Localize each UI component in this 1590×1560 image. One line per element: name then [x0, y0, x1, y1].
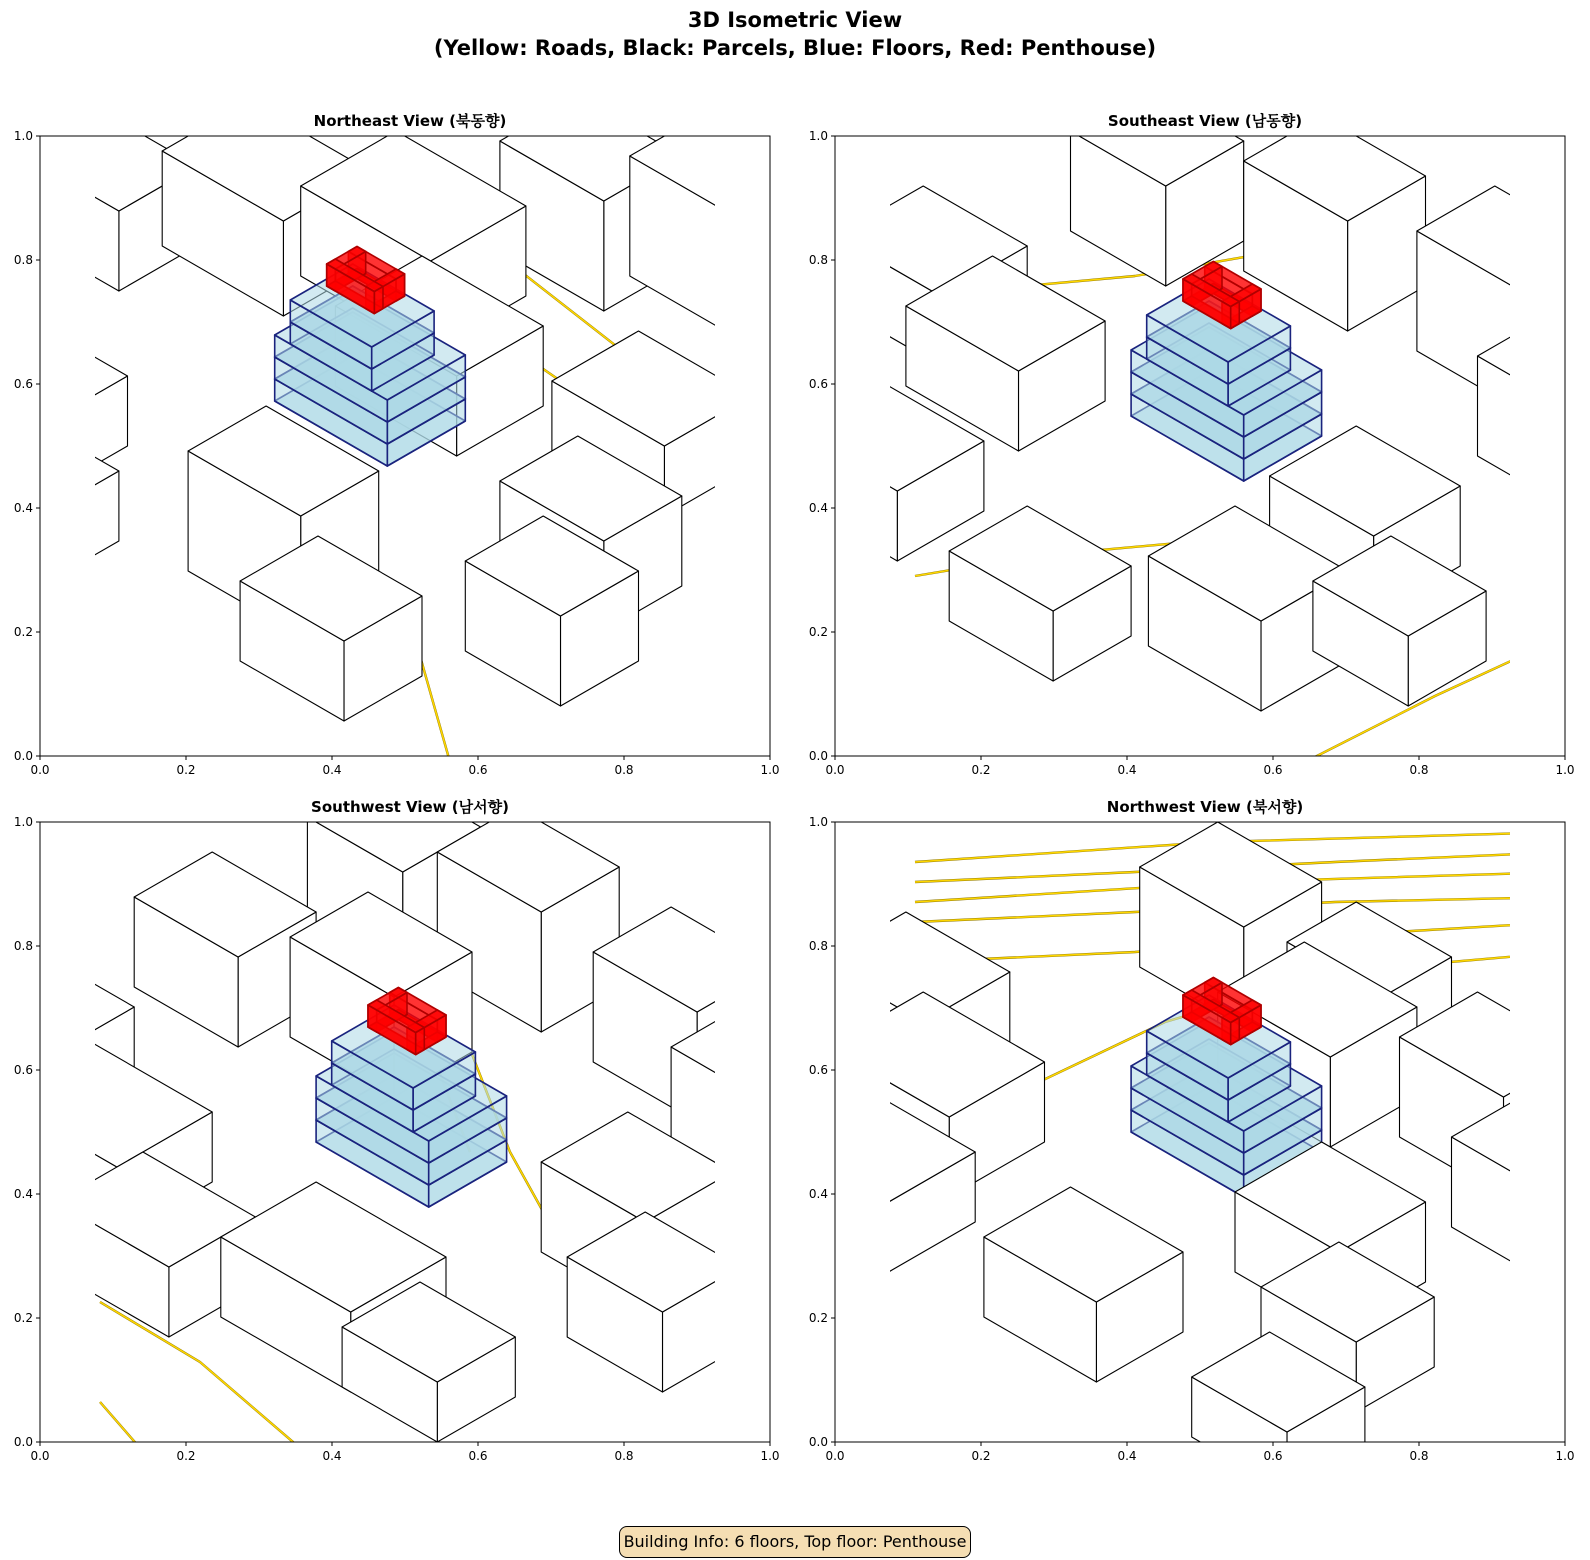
x-tick-label: 0.6: [468, 763, 488, 777]
y-tick-label: 0.0: [808, 1435, 828, 1449]
x-tick-label: 1.0: [1555, 1449, 1575, 1463]
x-tick-label: 0.6: [1263, 1449, 1283, 1463]
x-tick-label: 0.4: [322, 1449, 342, 1463]
x-tick-label: 0.8: [614, 763, 634, 777]
x-tick-label: 0.6: [1263, 763, 1283, 777]
y-tick-label: 0.4: [808, 1187, 828, 1201]
x-tick-label: 1.0: [1555, 763, 1575, 777]
x-tick-label: 0.0: [30, 1449, 50, 1463]
axes-southwest: [0, 816, 795, 1476]
y-tick-label: 1.0: [808, 130, 828, 143]
y-tick-label: 0.2: [13, 625, 33, 639]
x-tick-label: 0.0: [30, 763, 50, 777]
axes-southeast: [795, 130, 1590, 790]
y-tick-label: 0.6: [808, 377, 828, 391]
y-tick-label: 0.4: [13, 1187, 33, 1201]
y-tick-label: 0.8: [808, 253, 828, 267]
y-tick-label: 0.4: [13, 501, 33, 515]
y-tick-label: 0.6: [13, 1063, 33, 1077]
x-tick-label: 0.4: [1117, 763, 1137, 777]
figure-title-line1: 3D Isometric View: [687, 8, 903, 32]
y-tick-label: 0.8: [808, 939, 828, 953]
y-tick-label: 0.8: [13, 253, 33, 267]
y-tick-label: 0.2: [808, 1311, 828, 1325]
x-tick-label: 0.2: [176, 763, 196, 777]
figure-title: [0, 6, 1590, 62]
x-tick-label: 0.2: [971, 1449, 991, 1463]
y-tick-label: 0.4: [808, 501, 828, 515]
x-tick-label: 0.2: [971, 763, 991, 777]
x-tick-label: 0.4: [322, 763, 342, 777]
x-tick-label: 1.0: [760, 763, 780, 777]
building-info-box: Building Info: 6 floors, Top floor: Penthouse: [619, 1526, 971, 1558]
axes-northeast: [0, 130, 795, 790]
figure-title-line2: (Yellow: Roads, Black: Parcels, Blue: Floors, Red: Penthouse): [433, 36, 1157, 60]
x-tick-label: 0.6: [468, 1449, 488, 1463]
x-tick-label: 0.4: [1117, 1449, 1137, 1463]
y-tick-label: 1.0: [808, 816, 828, 829]
x-tick-label: 0.2: [176, 1449, 196, 1463]
y-tick-label: 0.0: [808, 749, 828, 763]
y-tick-label: 0.2: [13, 1311, 33, 1325]
y-tick-label: 0.8: [13, 939, 33, 953]
x-tick-label: 0.0: [825, 1449, 845, 1463]
y-tick-label: 0.0: [13, 749, 33, 763]
panel-title-northwest: Northwest View (북서향): [1106, 798, 1304, 816]
panel-title-southwest: Southwest View (남서향): [311, 798, 509, 816]
y-tick-label: 0.2: [808, 625, 828, 639]
x-tick-label: 0.8: [614, 1449, 634, 1463]
y-tick-label: 1.0: [13, 816, 33, 829]
y-tick-label: 1.0: [13, 130, 33, 143]
x-tick-label: 0.8: [1409, 763, 1429, 777]
axes-northwest: [795, 816, 1590, 1476]
y-tick-label: 0.0: [13, 1435, 33, 1449]
x-tick-label: 1.0: [760, 1449, 780, 1463]
x-tick-label: 0.0: [825, 763, 845, 777]
x-tick-label: 0.8: [1409, 1449, 1429, 1463]
y-tick-label: 0.6: [808, 1063, 828, 1077]
panel-title-southeast: Southeast View (남동향): [1107, 112, 1303, 130]
y-tick-label: 0.6: [13, 377, 33, 391]
panel-title-northeast: Northeast View (북동향): [313, 112, 507, 130]
